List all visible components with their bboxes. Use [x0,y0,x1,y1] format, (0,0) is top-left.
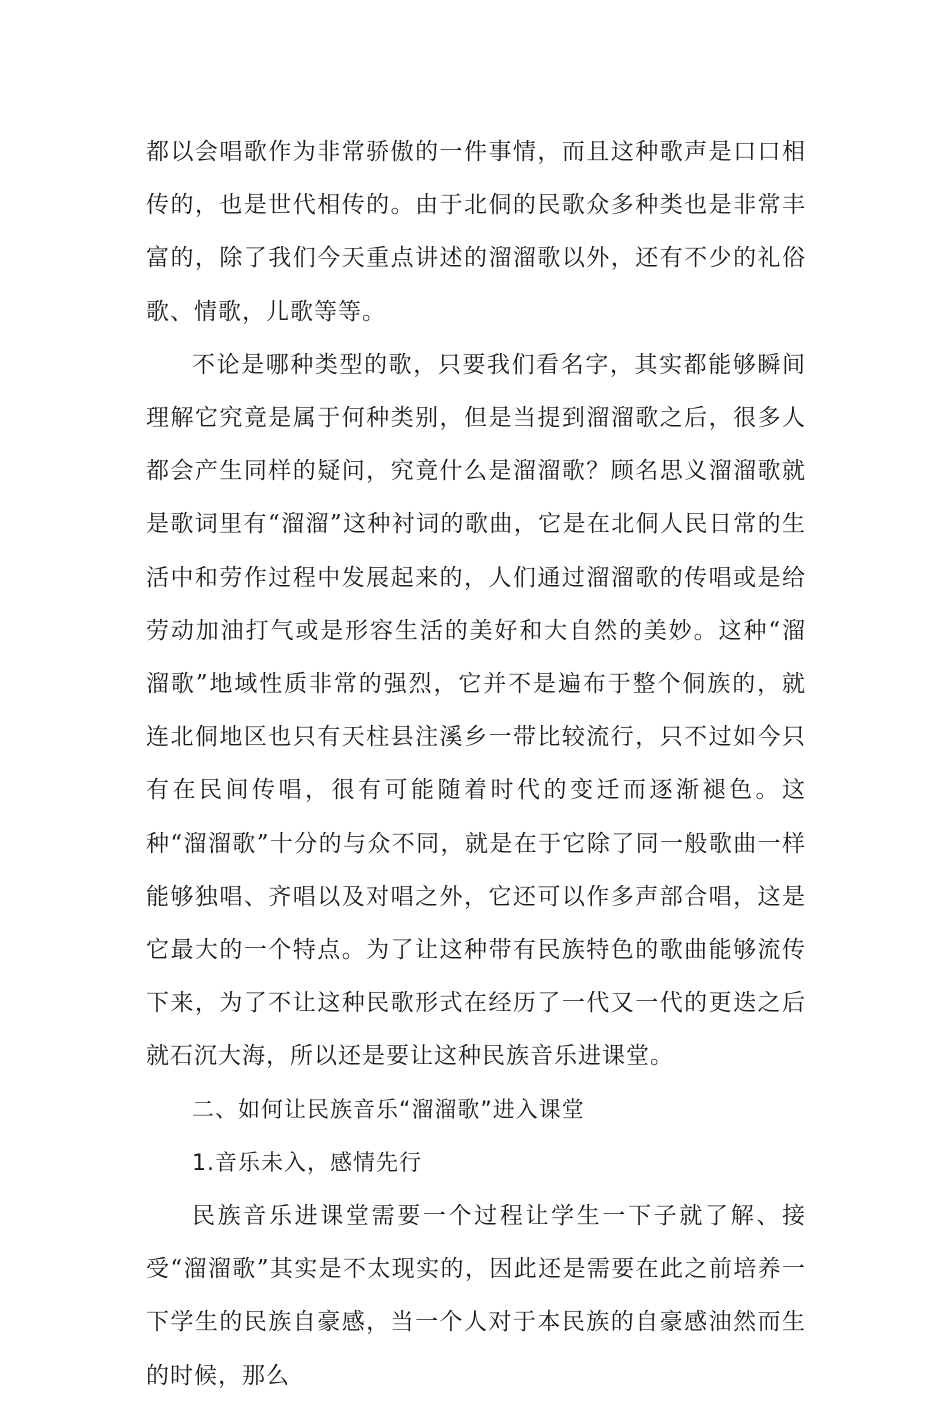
document-page [146,126,806,1403]
paragraph-music-first: 民族音乐进课堂需要一个过程让学生一下子就了解、接受“溜溜歌”其实是不太现实的，因此还是需要在此之前培养一下学生的民族自豪感，当一个人对于本民族的自豪感油然而生的时候，那么 [146,1203,806,1389]
subsection-heading: 1.音乐未入，感情先行 [192,1150,422,1176]
paragraph-continuation: 都以会唱歌作为非常骄傲的一件事情，而且这种歌声是口口相传的，也是世代相传的。由于北侗的民歌众多种类也是非常丰富的，除了我们今天重点讲述的溜溜歌以外，还有不少的礼俗歌、情歌，儿歌等等。 [146,139,806,325]
section-heading: 二、如何让民族音乐“溜溜歌”进入课堂 [192,1097,585,1123]
paragraph-liuliuge-definition: 不论是哪种类型的歌，只要我们看名字，其实都能够瞬间理解它究竟是属于何种类别，但是当提到溜溜歌之后，很多人都会产生同样的疑问，究竟什么是溜溜歌？顾名思义溜溜歌就是歌词里有“溜溜”这种衬词的歌曲，它是在北侗人民日常的生活中和劳作过程中发展起来的，人们通过溜溜歌的传唱或是给劳动加油打气或是形容生活的美好和大自然的美妙。这种“溜溜歌”地域性质非常的强烈，它并不是遍布于整个侗族的，就连北侗地区也只有天柱县注溪乡一带比较流行，只不过如今只有在民间传唱，很有可能随着时代的变迁而逐渐褪色。这种“溜溜歌”十分的与众不同，就是在于它除了同一般歌曲一样能够独唱、齐唱以及对唱之外，它还可以作多声部合唱，这是它最大的一个特点。为了让这种带有民族特色的歌曲能够流传下来，为了不让这种民歌形式在经历了一代又一代的更迭之后就石沉大海，所以还是要让这种民族音乐进课堂。 [146,351,806,1070]
